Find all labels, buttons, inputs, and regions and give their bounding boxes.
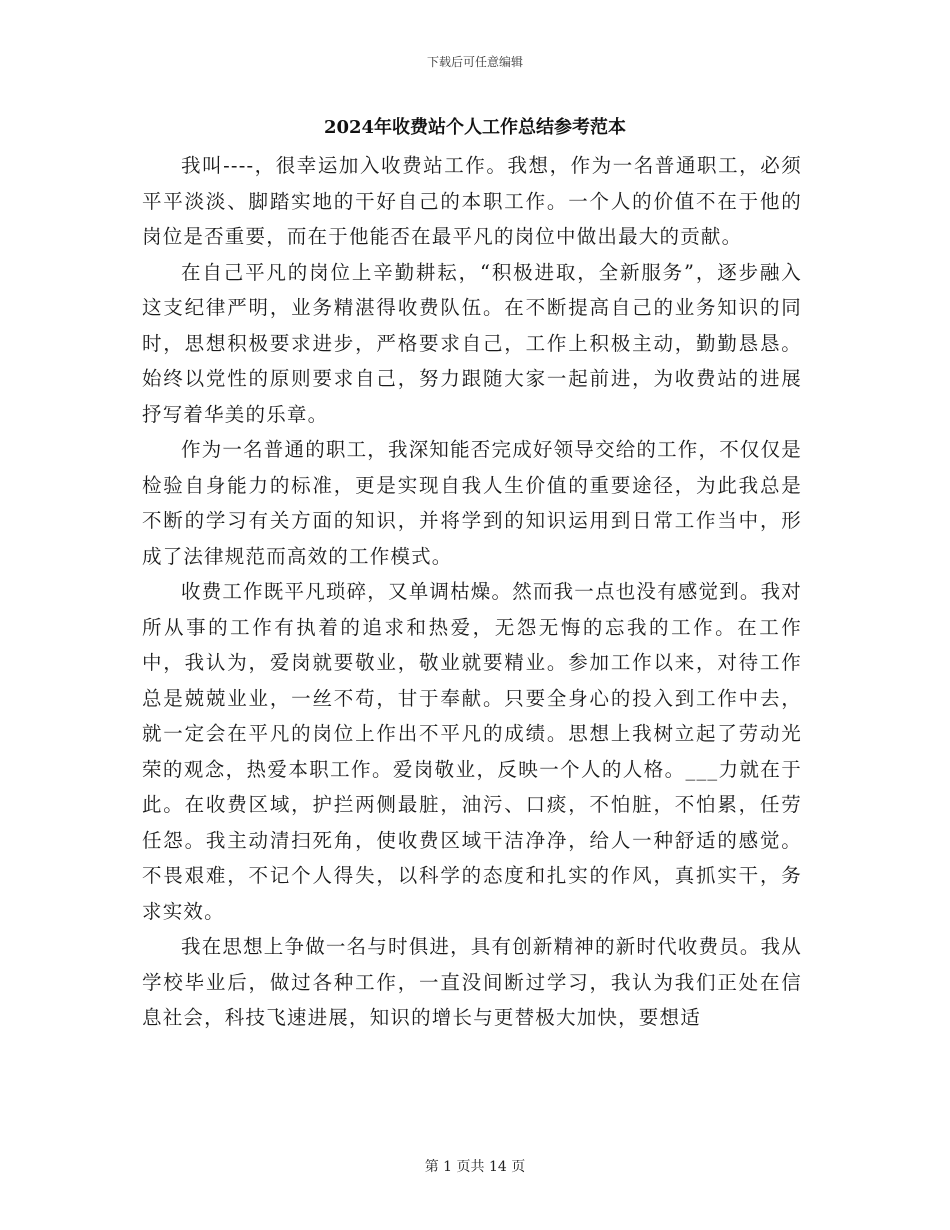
document-title: 2024年收费站个人工作总结参考范本 (323, 117, 627, 138)
paragraph-5: 我在思想上争做一名与时俱进，具有创新精神的新时代收费员。我从学校毕业后，做过各种工作，一直没间断过学习，我认为我们正处在信息社会，科技飞速进展，知识的增长与更替极大加快，要想适 (142, 935, 803, 1029)
page-header-note: 下载后可任意编辑 (426, 55, 523, 69)
document-body (142, 148, 802, 1036)
paragraph-4: 收费工作既平凡琐碎，又单调枯燥。然而我一点也没有感觉到。我对所从事的工作有执着的追求和热爱，无怨无悔的忘我的工作。在工作中，我认为，爱岗就要敬业，敬业就要精业。参加工作以来，对待工作总是兢兢业业，一丝不苟，甘于奉献。只要全身心的投入到工作中去，就一定会在平凡的岗位上作出不平凡的成绩。思想上我树立起了劳动光荣的观念，热爱本职工作。爱岗敬业，反映一个人的人格。___力就在于此。在收费区域，护拦两侧最脏，油污、口痰，不怕脏，不怕累，任劳任怨。我主动清扫死角，使收费区域干洁净净，给人一种舒适的感觉。不畏艰难，不记个人得失，以科学的态度和扎实的作风，真抓实干，务求实效。 (142, 580, 803, 923)
paragraph-3: 作为一名普通的职工，我深知能否完成好领导交给的工作，不仅仅是检验自身能力的标准，更是实现自我人生价值的重要途径，为此我总是不断的学习有关方面的知识，并将学到的知识运用到日常工作当中，形成了法律规范而高效的工作模式。 (142, 438, 803, 568)
paragraph-1: 我叫----，很幸运加入收费站工作。我想，作为一名普通职工，必须平平淡淡、脚踏实地的干好自己的本职工作。一个人的价值不在于他的岗位是否重要，而在于他能否在最平凡的岗位中做出最大的贡献。 (142, 154, 802, 248)
page-number: 第 1 页共 14 页 (424, 1159, 526, 1175)
paragraph-2: 在自己平凡的岗位上辛勤耕耘，“积极进取，全新服务”，逐步融入这支纪律严明，业务精湛得收费队伍。在不断提高自己的业务知识的同时，思想积极要求进步，严格要求自己，工作上积极主动，勤勤恳恳。始终以党性的原则要求自己，努力跟随大家一起前进，为收费站的进展抒写着华美的乐章。 (142, 260, 802, 426)
